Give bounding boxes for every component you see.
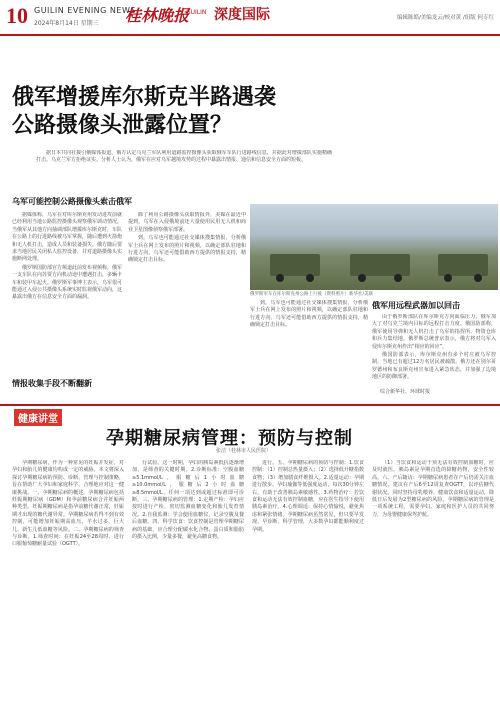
subheading-2: 情报收集手段不断翻新 — [12, 379, 92, 388]
main-headline — [12, 84, 332, 140]
section-divider — [0, 404, 500, 406]
wheel-shape — [474, 274, 482, 282]
wheel-shape — [444, 274, 452, 282]
editor-credits: 编辑陈皓/美编龙云/校对黄 /组版 何专红 — [396, 15, 494, 21]
health-col-2 — [132, 460, 244, 720]
health-byline: 张洁（桂林市人民医院） — [216, 448, 272, 454]
col4-para-1: 由于俄罗斯部队在库尔斯克方向面临压力，俄军加大了对乌克兰境内目标的远程打击力度。俄国防部称，俄军使用导弹和无人机打击了乌军的指挥所、物资仓库和兵力集结地。俄罗斯总统普京表示，俄方将对乌军入侵库尔斯克州作出“相应的回应”。 — [372, 314, 496, 350]
wheel-shape — [276, 274, 284, 282]
col4-para-2: 俄国防部表示，库尔斯克州有多个村庄被乌军控制，当地已有超过12万名居民被疏散。俄方还在别尔哥罗德州和布良斯克州宣布进入紧急状态，并加强了边境地区的防御部署。 — [372, 352, 496, 381]
truck-shape — [438, 254, 488, 276]
headline-line-2: 公路摄像头泄露位置？ — [12, 113, 233, 138]
health-col2-text: 行试验。这一时期，孕妇的胰岛素抵抗逐渐增加，是筛查的关键时期。2.诊断标准：空腹血糖≥5.1mmol/L，服糖后1小时血糖≥10.0mmol/L，服糖后2小时血糖≥8.5mmol/L，任何一项达到或超过标准即可诊断。三、孕期糖尿病的管理：1.定期产检：孕妇应按时进行产检，密切监测血糖变化和胎儿发育情况。2.自我监测：学会使用血糖仪，记录空腹及餐后血糖。四、科学饮食：饮食控制是管理孕期糖尿病的基础，应合理分配碳水化合物、蛋白质和脂肪的摄入比例，少量多餐，避免高糖食物。 — [132, 460, 244, 541]
health-col3-text: 进行。五、孕期糖尿病的预防与控制：1.饮食控制：（1）控制总热量摄入；（2）选择低升糖指数食物；（3）增加膳食纤维摄入。2.适量运动：孕期进行散步、孕妇瑜伽等低强度运动，每次30分钟左右，有助于改善胰岛素敏感性。3.药物治疗：若饮食和运动无法有效控制血糖，应在医生指导下使用胰岛素治疗。4.心理调适：保持心情愉悦，避免焦虑和紧张情绪。孕期糖尿病虽然常见，但只要早发现、早诊断、科学管理，大多数孕妇都能顺利度过孕期。 — [252, 460, 364, 533]
col2-para-1: 除了利用公路摄像头获取情报外，美媒在最近中提到，乌军在入侵俄境前还大量使用民用无人机和商业卫星图像侦察俄军部署。 — [128, 212, 246, 233]
truck-shape — [270, 254, 320, 276]
photo-caption: 俄罗斯军车在库尔斯克州公路上行驶（资料照片）新华社/美联 — [250, 292, 374, 297]
col1-para-2: 俄罗斯国防部官方频道此前发布视频称，俄军一支车队在向苏贾方向机动途中遭遇打击，多辆卡车和装甲车起火。俄罗斯军事博主表示，乌军很可能通过入侵公共摄像头系统实时监视俄军动向，这暴露出俄方在信息安全方面的漏洞。 — [12, 264, 122, 301]
page-header — [0, 0, 500, 36]
article-source: 综合新华社、环球时报 — [380, 389, 431, 395]
page-number: 10 — [6, 3, 28, 28]
lead-paragraph: 据日本共同社援引俄媒体报道，俄方认定乌克兰军队利用道路监控摄像头获取俄军车队行进路线信息，并据此对增援部队实施精确打击。乌克兰军方拒绝证实。分析人士认为，俄军在应对乌军越境攻势的过程中暴露出情报、通信和信息安全方面的短板。 — [36, 150, 332, 164]
article-col-4 — [372, 314, 496, 386]
paper-name: GUILIN EVENING NEWS — [34, 6, 136, 15]
headline-line-1: 俄军增援库尔斯克半路遇袭 — [12, 85, 277, 110]
health-tag: 健康讲堂 — [14, 409, 62, 426]
issue-date: 2024年8月14日 星期三 — [34, 20, 99, 27]
col2-para-2: 到。乌军也可能通过社交媒体搜集情报，分析俄军士兵在网上发布的照片和视频，以确定部队驻地和行进方向。乌军还可能借助西方提供的情报支持，精确锁定打击目标。 — [128, 235, 246, 264]
article-col-3 — [250, 300, 368, 386]
brand-sub: GUILIN — [186, 9, 207, 16]
wheel-shape — [394, 274, 402, 282]
section-title: 深度国际 — [214, 7, 270, 23]
wheel-shape — [358, 274, 366, 282]
truck-shape — [350, 254, 410, 276]
health-title: 孕期糖尿病管理：预防与控制 — [106, 428, 353, 449]
col1-para-1: 据媒体称，乌军在对库尔斯克州发动进攻前就已经利用当地公路监控摄像头观察俄军调动情况。当俄军从其他方向抽调部队增援库尔斯克时，车队在公路上的行进路线被乌军掌握，随后遭到火箭炮和无人机打击，造成人员和装备损失。俄方随后要求当地居民关闭私人监控设备，并对道路摄像头实施断网处理。 — [12, 212, 122, 263]
health-col-3 — [252, 460, 364, 720]
article-lead — [36, 150, 332, 194]
subheading-1: 乌军可能控制公路摄像头索击俄军 — [12, 197, 132, 206]
news-photo — [250, 204, 498, 290]
health-col4-text: （1）当饮食和运动干预无法有效控制血糖时，应及时就医。胰岛素是孕期首选的降糖药物，安全性较高。六、产后随访：孕期糖尿病患者在产后仍需关注血糖情况，建议在产后6至12周复查OGTT，以评估糖代谢状况。同时坚持母乳喂养、健康饮食和适量运动，降低日后发展为2型糖尿病的风险。孕期糖尿病的管理是一项系统工程，需要孕妇、家庭和医护人员的共同努力，为母婴健康保驾护航。 — [372, 460, 494, 518]
col3-para: 到。乌军也可能通过社交媒体搜集情报，分析俄军士兵在网上发布的照片和视频，以确定部队驻地和行进方向。乌军还可能借助西方提供的情报支持，精确锁定打击目标。 — [250, 300, 368, 329]
article-col-1 — [12, 212, 122, 402]
health-col-4 — [372, 460, 494, 720]
subheading-3: 俄军用远程武器加以回击 — [372, 301, 460, 310]
health-col1-text: 孕期糖尿病，作为一种常见的妊娠并发症，对孕妇和胎儿的健康均构成一定的威胁。本文将深入探讨孕期糖尿病的预防、诊断、管理与控制策略，旨在帮助广大孕妇和家庭科学、合理地应对这一健康挑战。一、孕期糖尿病的概述。孕期糖尿病包括妊娠期糖尿病（GDM）和孕前糖尿病合并妊娠两种类型。妊娠期糖尿病是指孕前糖代谢正常，妊娠期才出现的糖代谢异常。孕期糖尿病若得不到有效控制，可能增加妊娠期高血压、羊水过多、巨大儿、新生儿低血糖等风险。二、孕期糖尿病的筛查与诊断。1.筛查时间：在妊娠24至28周时，进行口服葡萄糖耐量试验（OGTT）。 — [12, 460, 124, 548]
article-col-2 — [128, 212, 246, 372]
brand-logo: 桂林晚报 — [125, 8, 190, 25]
wheel-shape — [306, 274, 314, 282]
health-col-1 — [12, 460, 124, 720]
